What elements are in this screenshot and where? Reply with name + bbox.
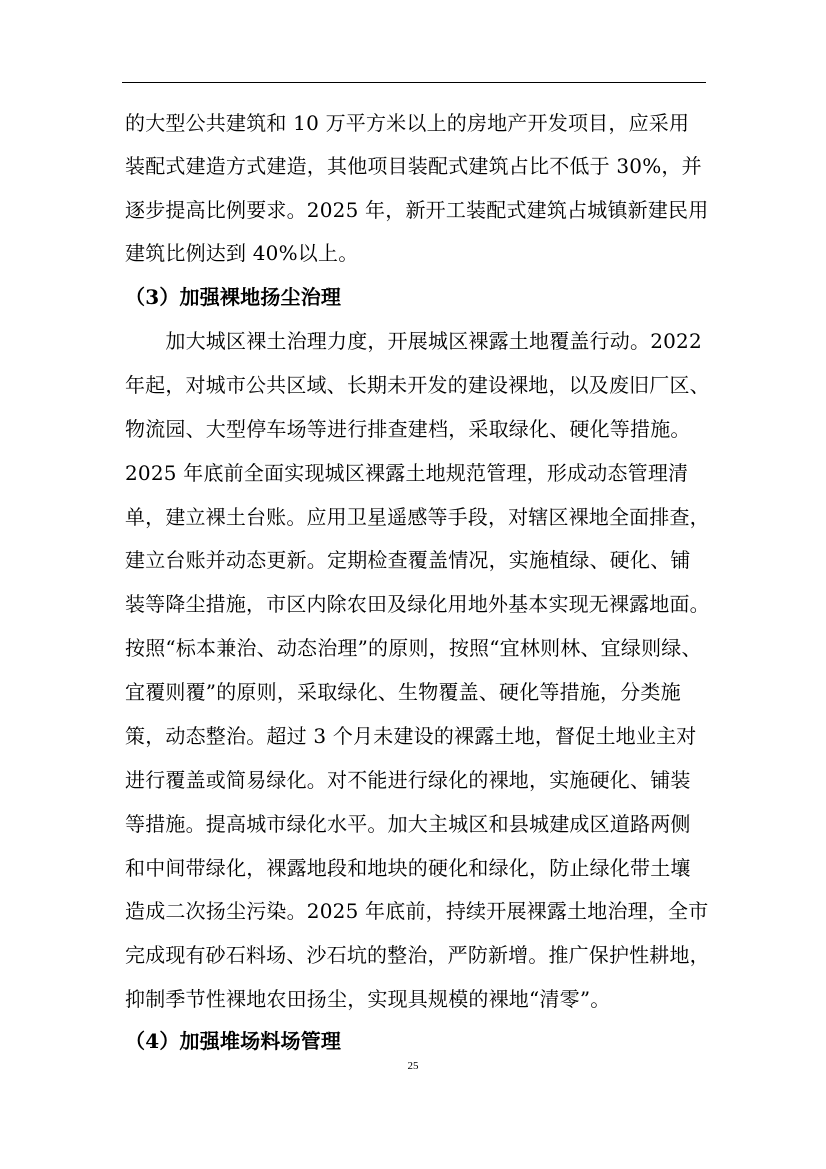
section-heading: （3）加强裸地扬尘治理	[125, 285, 342, 309]
text-line: 按照“标本兼治、动态治理”的原则，按照“宜林则林、宜绿则绿、	[125, 636, 702, 660]
text-line: 抑制季节性裸地农田扬尘，实现具规模的裸地“清零”。	[125, 987, 611, 1011]
text-line: 完成现有砂石料场、沙石坑的整治，严防新增。推广保护性耕地，	[125, 943, 710, 967]
text-line: 策，动态整治。超过 3 个月未建设的裸露土地，督促土地业主对	[125, 724, 697, 748]
text-line: 建立台账并动态更新。定期检查覆盖情况，实施植绿、硬化、铺	[125, 548, 691, 572]
page-number: 25	[407, 1060, 419, 1072]
text-line: 宜覆则覆”的原则，采取绿化、生物覆盖、硬化等措施，分类施	[125, 680, 681, 704]
section-heading: （4）加强堆场料场管理	[125, 1029, 342, 1053]
text-line: 建筑比例达到 40%以上。	[125, 241, 359, 265]
text-line: 造成二次扬尘污染。2025 年底前，持续开展裸露土地治理，全市	[125, 899, 709, 923]
text-line: 2025 年底前全面实现城区裸露土地规范管理，形成动态管理清	[125, 461, 689, 485]
text-line: 年起，对城市公共区域、长期未开发的建设裸地，以及废旧厂区、	[125, 373, 710, 397]
text-line: 加大城区裸土治理力度，开展城区裸露土地覆盖行动。2022	[125, 329, 702, 353]
text-line: 进行覆盖或简易绿化。对不能进行绿化的裸地，实施硬化、铺装	[125, 768, 691, 792]
text-line: 装等降尘措施，市区内除农田及绿化用地外基本实现无裸露地面。	[125, 592, 710, 616]
text-line: 逐步提高比例要求。2025 年，新开工装配式建筑占城镇新建民用	[125, 198, 709, 222]
text-line: 和中间带绿化，裸露地段和地块的硬化和绿化，防止绿化带土壤	[125, 856, 691, 880]
text-line: 装配式建造方式建造，其他项目装配式建筑占比不低于 30%，并	[125, 154, 702, 178]
text-line: 的大型公共建筑和 10 万平方米以上的房地产开发项目，应采用	[125, 111, 690, 135]
text-line: 单，建立裸土台账。应用卫星遥感等手段，对辖区裸地全面排查，	[125, 505, 710, 529]
text-line: 物流园、大型停车场等进行排查建档，采取绿化、硬化等措施。	[125, 417, 691, 441]
header-rule	[122, 82, 706, 83]
text-line: 等措施。提高城市绿化水平。加大主城区和县城建成区道路两侧	[125, 812, 691, 836]
